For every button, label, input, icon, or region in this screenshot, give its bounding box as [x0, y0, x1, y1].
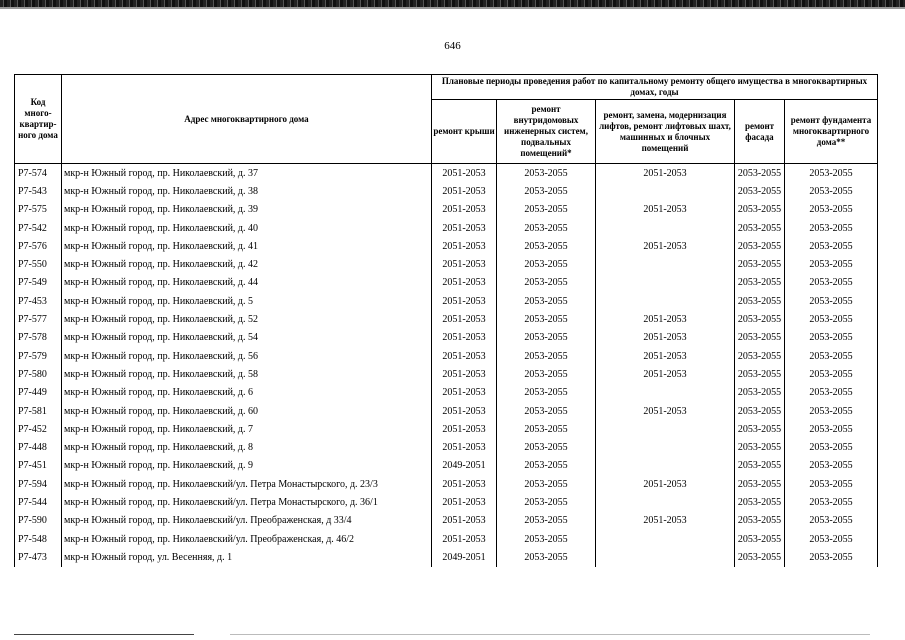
cell-code: Р7-575 — [15, 201, 62, 219]
cell-roof: 2051-2053 — [432, 274, 497, 292]
cell-address: мкр-н Южный город, ул. Весенняя, д. 1 — [62, 548, 432, 566]
cell-code: Р7-549 — [15, 274, 62, 292]
cell-roof: 2051-2053 — [432, 292, 497, 310]
cell-roof: 2051-2053 — [432, 512, 497, 530]
cell-foundation: 2053-2055 — [785, 182, 878, 200]
cell-address: мкр-н Южный город, пр. Николаевский, д. 58 — [62, 365, 432, 383]
cell-foundation: 2053-2055 — [785, 530, 878, 548]
cell-facade: 2053-2055 — [735, 384, 785, 402]
cell-systems: 2053-2055 — [497, 530, 596, 548]
cell-roof: 2049-2051 — [432, 548, 497, 566]
table-row — [15, 292, 878, 310]
cell-address: мкр-н Южный город, пр. Николаевский, д. 38 — [62, 182, 432, 200]
footer-rule — [14, 634, 194, 635]
cell-code: Р7-548 — [15, 530, 62, 548]
cell-lifts — [596, 292, 735, 310]
cell-roof: 2051-2053 — [432, 384, 497, 402]
cell-code: Р7-453 — [15, 292, 62, 310]
cell-address: мкр-н Южный город, пр. Николаевский, д. 6 — [62, 384, 432, 402]
cell-lifts: 2051-2053 — [596, 329, 735, 347]
cell-address: мкр-н Южный город, пр. Николаевский, д. 8 — [62, 438, 432, 456]
scan-top-border — [0, 0, 905, 7]
cell-code: Р7-542 — [15, 219, 62, 237]
cell-address: мкр-н Южный город, пр. Николаевский, д. 42 — [62, 255, 432, 273]
cell-roof: 2051-2053 — [432, 329, 497, 347]
cell-facade: 2053-2055 — [735, 292, 785, 310]
cell-roof: 2051-2053 — [432, 420, 497, 438]
cell-foundation: 2053-2055 — [785, 164, 878, 183]
cell-address: мкр-н Южный город, пр. Николаевский, д. 40 — [62, 219, 432, 237]
cell-foundation: 2053-2055 — [785, 384, 878, 402]
scan-top-border-shadow — [0, 7, 905, 9]
cell-roof: 2051-2053 — [432, 365, 497, 383]
table-row — [15, 219, 878, 237]
cell-address: мкр-н Южный город, пр. Николаевский/ул. Преображенская, д. 46/2 — [62, 530, 432, 548]
cell-facade: 2053-2055 — [735, 347, 785, 365]
cell-lifts — [596, 274, 735, 292]
cell-foundation: 2053-2055 — [785, 274, 878, 292]
cell-roof: 2051-2053 — [432, 530, 497, 548]
cell-foundation: 2053-2055 — [785, 310, 878, 328]
cell-address: мкр-н Южный город, пр. Николаевский, д. 54 — [62, 329, 432, 347]
cell-address: мкр-н Южный город, пр. Николаевский, д. 7 — [62, 420, 432, 438]
cell-facade: 2053-2055 — [735, 420, 785, 438]
cell-facade: 2053-2055 — [735, 219, 785, 237]
cell-facade: 2053-2055 — [735, 201, 785, 219]
cell-facade: 2053-2055 — [735, 237, 785, 255]
table-row — [15, 420, 878, 438]
cell-systems: 2053-2055 — [497, 475, 596, 493]
cell-lifts — [596, 182, 735, 200]
cell-systems: 2053-2055 — [497, 384, 596, 402]
cell-code: Р7-579 — [15, 347, 62, 365]
cell-lifts: 2051-2053 — [596, 201, 735, 219]
cell-foundation: 2053-2055 — [785, 219, 878, 237]
cell-code: Р7-576 — [15, 237, 62, 255]
cell-foundation: 2053-2055 — [785, 420, 878, 438]
cell-foundation: 2053-2055 — [785, 365, 878, 383]
cell-roof: 2051-2053 — [432, 310, 497, 328]
cell-roof: 2051-2053 — [432, 438, 497, 456]
cell-code: Р7-581 — [15, 402, 62, 420]
table-row — [15, 164, 878, 183]
cell-facade: 2053-2055 — [735, 274, 785, 292]
cell-lifts — [596, 457, 735, 475]
cell-code: Р7-550 — [15, 255, 62, 273]
page-number: 646 — [444, 40, 461, 52]
cell-facade: 2053-2055 — [735, 182, 785, 200]
table-row — [15, 182, 878, 200]
cell-foundation: 2053-2055 — [785, 255, 878, 273]
cell-systems: 2053-2055 — [497, 310, 596, 328]
cell-systems: 2053-2055 — [497, 438, 596, 456]
table-row — [15, 512, 878, 530]
header-foundation: ремонт фундамента многоквартирного дома** — [785, 100, 878, 164]
cell-foundation: 2053-2055 — [785, 512, 878, 530]
cell-roof: 2051-2053 — [432, 347, 497, 365]
cell-foundation: 2053-2055 — [785, 493, 878, 511]
cell-address: мкр-н Южный город, пр. Николаевский, д. 52 — [62, 310, 432, 328]
cell-facade: 2053-2055 — [735, 164, 785, 183]
header-code: Код много-квартир-ного дома — [15, 75, 62, 164]
cell-roof: 2051-2053 — [432, 493, 497, 511]
cell-lifts — [596, 255, 735, 273]
cell-address: мкр-н Южный город, пр. Николаевский, д. 41 — [62, 237, 432, 255]
cell-roof: 2051-2053 — [432, 237, 497, 255]
table-row — [15, 274, 878, 292]
cell-code: Р7-449 — [15, 384, 62, 402]
table-row — [15, 329, 878, 347]
cell-lifts: 2051-2053 — [596, 310, 735, 328]
cell-lifts: 2051-2053 — [596, 347, 735, 365]
table-row — [15, 201, 878, 219]
cell-roof: 2051-2053 — [432, 219, 497, 237]
cell-roof: 2051-2053 — [432, 182, 497, 200]
cell-lifts: 2051-2053 — [596, 512, 735, 530]
cell-code: Р7-577 — [15, 310, 62, 328]
cell-facade: 2053-2055 — [735, 512, 785, 530]
cell-lifts: 2051-2053 — [596, 475, 735, 493]
cell-code: Р7-451 — [15, 457, 62, 475]
table-body — [15, 164, 878, 567]
header-roof: ремонт крыши — [432, 100, 497, 164]
cell-foundation: 2053-2055 — [785, 329, 878, 347]
cell-facade: 2053-2055 — [735, 530, 785, 548]
table-row — [15, 438, 878, 456]
table-row — [15, 365, 878, 383]
table-row — [15, 310, 878, 328]
table-row — [15, 493, 878, 511]
header-lifts: ремонт, замена, модернизация лифтов, ремонт лифтовых шахт, машинных и блочных помещений — [596, 100, 735, 164]
cell-systems: 2053-2055 — [497, 512, 596, 530]
cell-systems: 2053-2055 — [497, 292, 596, 310]
cell-facade: 2053-2055 — [735, 402, 785, 420]
cell-address: мкр-н Южный город, пр. Николаевский, д. 39 — [62, 201, 432, 219]
cell-lifts — [596, 493, 735, 511]
cell-facade: 2053-2055 — [735, 438, 785, 456]
repair-schedule-table — [14, 74, 878, 567]
cell-address: мкр-н Южный город, пр. Николаевский/ул. Петра Монастырского, д. 36/1 — [62, 493, 432, 511]
cell-code: Р7-452 — [15, 420, 62, 438]
cell-systems: 2053-2055 — [497, 274, 596, 292]
cell-facade: 2053-2055 — [735, 255, 785, 273]
cell-systems: 2053-2055 — [497, 329, 596, 347]
cell-address: мкр-н Южный город, пр. Николаевский/ул. Петра Монастырского, д. 23/3 — [62, 475, 432, 493]
footer-rule-faint — [230, 634, 870, 635]
cell-lifts — [596, 548, 735, 566]
cell-systems: 2053-2055 — [497, 255, 596, 273]
cell-lifts: 2051-2053 — [596, 164, 735, 183]
cell-foundation: 2053-2055 — [785, 292, 878, 310]
table-row — [15, 237, 878, 255]
cell-roof: 2051-2053 — [432, 475, 497, 493]
cell-lifts — [596, 384, 735, 402]
cell-roof: 2051-2053 — [432, 402, 497, 420]
cell-systems: 2053-2055 — [497, 402, 596, 420]
cell-address: мкр-н Южный город, пр. Николаевский, д. 60 — [62, 402, 432, 420]
cell-address: мкр-н Южный город, пр. Николаевский, д. 37 — [62, 164, 432, 183]
table-row — [15, 402, 878, 420]
cell-address: мкр-н Южный город, пр. Николаевский/ул. Преображенская, д 33/4 — [62, 512, 432, 530]
cell-systems: 2053-2055 — [497, 201, 596, 219]
cell-systems: 2053-2055 — [497, 237, 596, 255]
cell-systems: 2053-2055 — [497, 365, 596, 383]
cell-foundation: 2053-2055 — [785, 237, 878, 255]
cell-systems: 2053-2055 — [497, 493, 596, 511]
cell-systems: 2053-2055 — [497, 164, 596, 183]
cell-foundation: 2053-2055 — [785, 201, 878, 219]
cell-code: Р7-544 — [15, 493, 62, 511]
cell-facade: 2053-2055 — [735, 457, 785, 475]
cell-foundation: 2053-2055 — [785, 457, 878, 475]
cell-lifts: 2051-2053 — [596, 237, 735, 255]
cell-systems: 2053-2055 — [497, 182, 596, 200]
cell-address: мкр-н Южный город, пр. Николаевский, д. 44 — [62, 274, 432, 292]
cell-facade: 2053-2055 — [735, 365, 785, 383]
cell-systems: 2053-2055 — [497, 420, 596, 438]
cell-address: мкр-н Южный город, пр. Николаевский, д. 56 — [62, 347, 432, 365]
table-row — [15, 548, 878, 566]
cell-code: Р7-580 — [15, 365, 62, 383]
cell-foundation: 2053-2055 — [785, 475, 878, 493]
table-row — [15, 347, 878, 365]
header-planned-periods: Плановые периоды проведения работ по капитальному ремонту общего имущества в многоквартирных домах, годы — [432, 75, 878, 100]
table-row — [15, 530, 878, 548]
table-row — [15, 255, 878, 273]
cell-code: Р7-590 — [15, 512, 62, 530]
cell-facade: 2053-2055 — [735, 329, 785, 347]
cell-foundation: 2053-2055 — [785, 548, 878, 566]
cell-roof: 2049-2051 — [432, 457, 497, 475]
cell-foundation: 2053-2055 — [785, 347, 878, 365]
cell-systems: 2053-2055 — [497, 219, 596, 237]
cell-code: Р7-594 — [15, 475, 62, 493]
table-row — [15, 384, 878, 402]
cell-address: мкр-н Южный город, пр. Николаевский, д. 9 — [62, 457, 432, 475]
cell-systems: 2053-2055 — [497, 548, 596, 566]
cell-code: Р7-473 — [15, 548, 62, 566]
cell-roof: 2051-2053 — [432, 201, 497, 219]
cell-lifts: 2051-2053 — [596, 402, 735, 420]
cell-roof: 2051-2053 — [432, 255, 497, 273]
header-address: Адрес многоквартирного дома — [62, 75, 432, 164]
cell-lifts: 2051-2053 — [596, 365, 735, 383]
table-row — [15, 475, 878, 493]
cell-lifts — [596, 420, 735, 438]
cell-systems: 2053-2055 — [497, 347, 596, 365]
cell-code: Р7-574 — [15, 164, 62, 183]
header-facade: ремонт фасада — [735, 100, 785, 164]
cell-foundation: 2053-2055 — [785, 402, 878, 420]
cell-facade: 2053-2055 — [735, 475, 785, 493]
cell-foundation: 2053-2055 — [785, 438, 878, 456]
cell-systems: 2053-2055 — [497, 457, 596, 475]
cell-facade: 2053-2055 — [735, 310, 785, 328]
cell-roof: 2051-2053 — [432, 164, 497, 183]
cell-lifts — [596, 530, 735, 548]
cell-facade: 2053-2055 — [735, 548, 785, 566]
cell-lifts — [596, 219, 735, 237]
cell-address: мкр-н Южный город, пр. Николаевский, д. 5 — [62, 292, 432, 310]
table-row — [15, 457, 878, 475]
cell-code: Р7-543 — [15, 182, 62, 200]
header-systems: ремонт внутридомовых инженерных систем, подвальных помещений* — [497, 100, 596, 164]
cell-code: Р7-448 — [15, 438, 62, 456]
cell-lifts — [596, 438, 735, 456]
cell-facade: 2053-2055 — [735, 493, 785, 511]
cell-code: Р7-578 — [15, 329, 62, 347]
